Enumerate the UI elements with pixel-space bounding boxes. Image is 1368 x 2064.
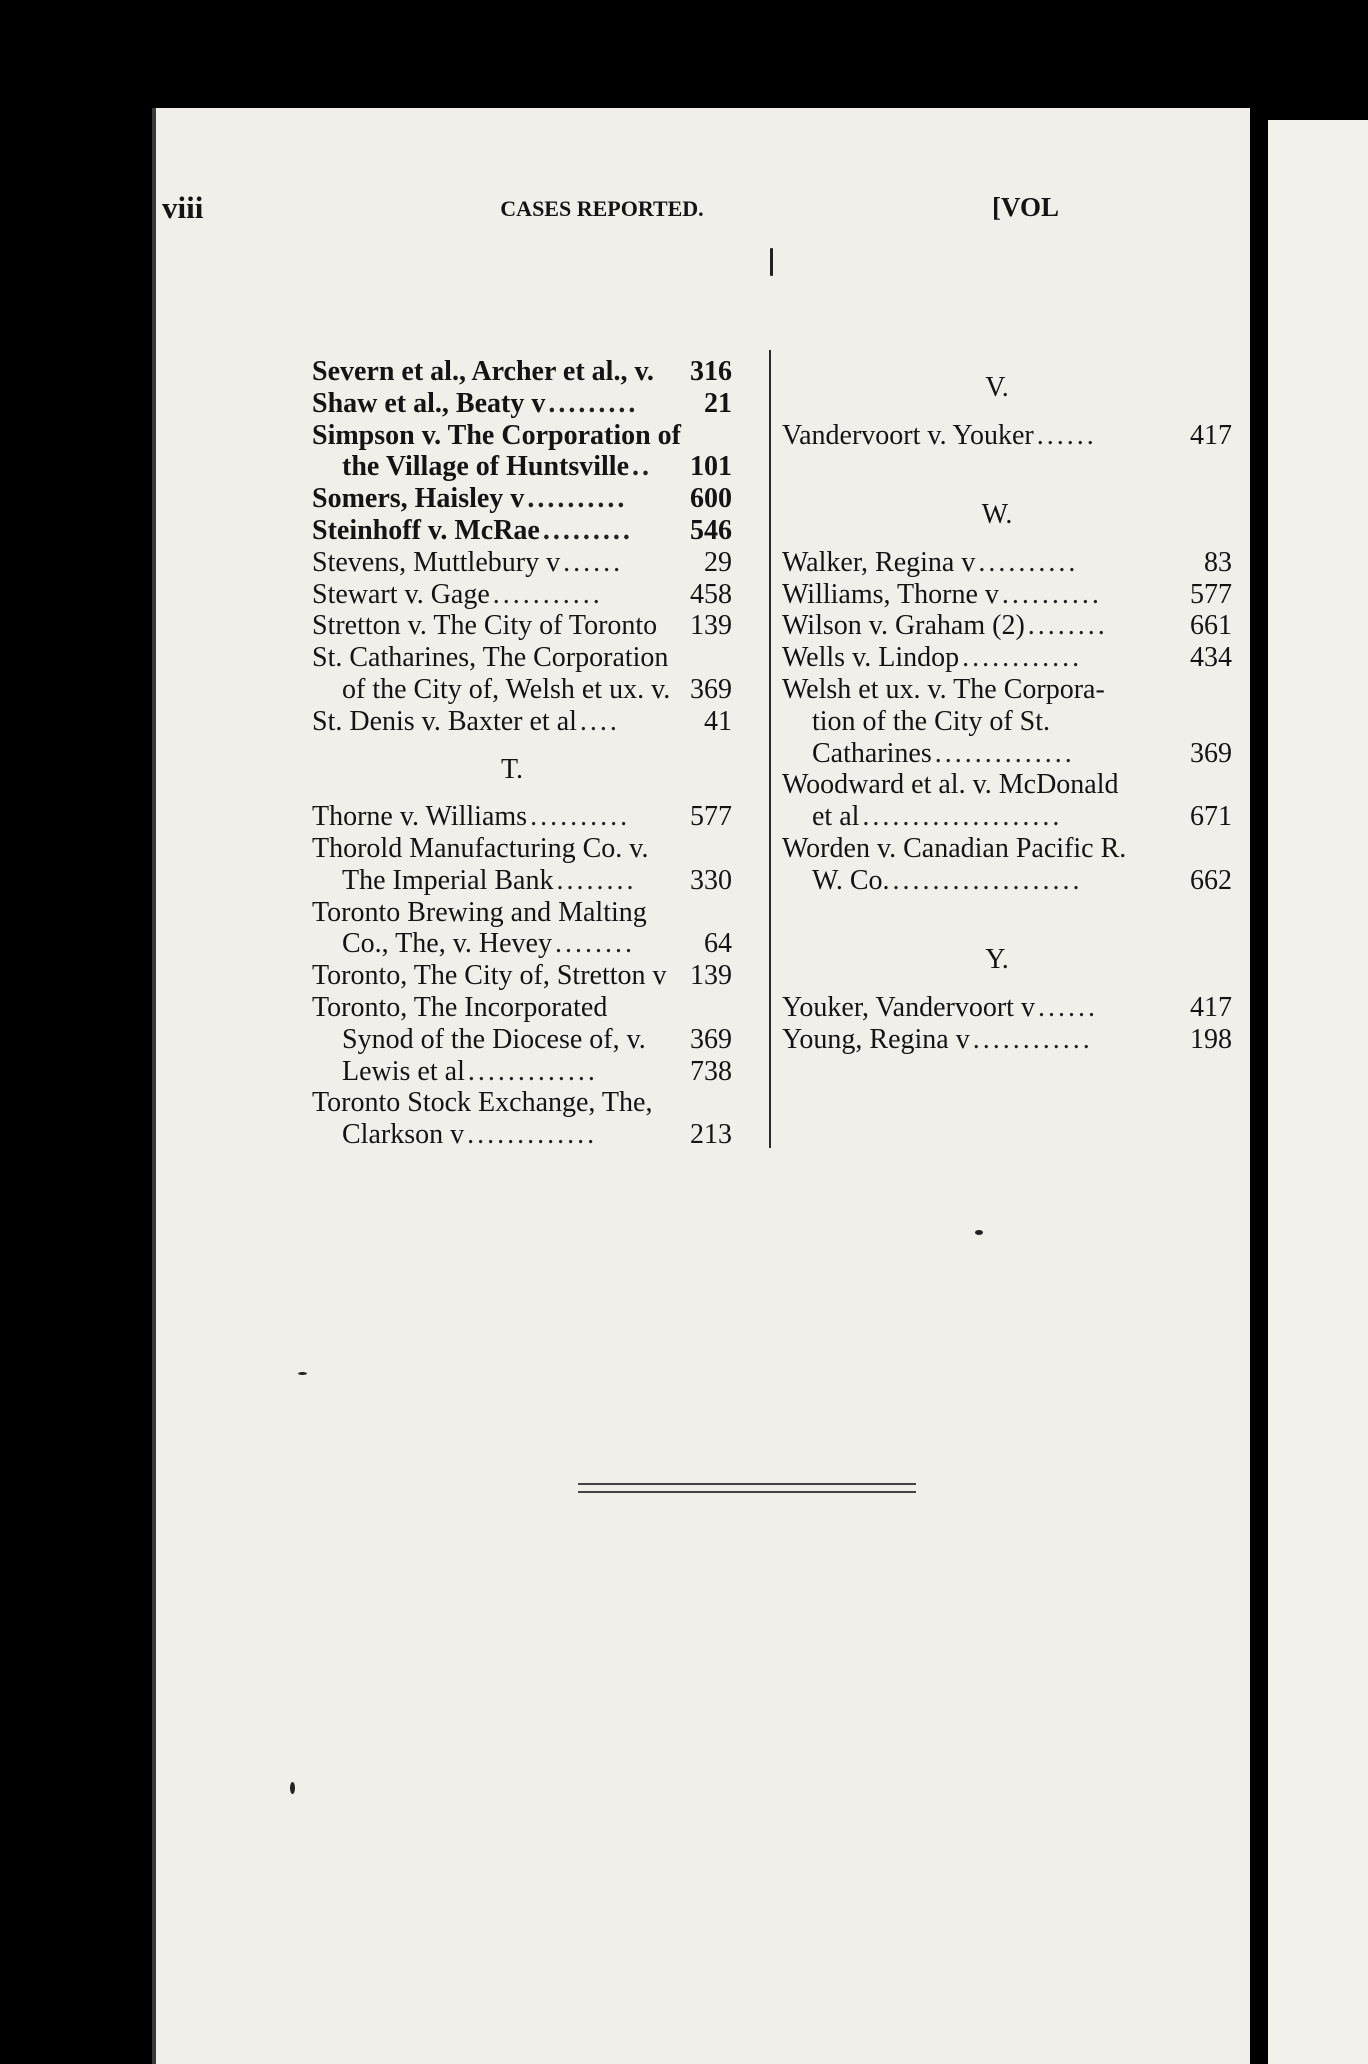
running-title: CASES REPORTED. (500, 196, 704, 221)
case-name: Stevens, Muttlebury v (312, 546, 561, 578)
entry-line (312, 579, 732, 611)
index-entry (782, 1024, 1232, 1056)
entry-line (782, 833, 1232, 865)
case-name: Co., The, v. Hevey (342, 928, 552, 960)
case-name: the Village of Huntsville (342, 451, 629, 483)
page-ref: 369 (1190, 737, 1232, 769)
case-name: W. Co. (812, 864, 890, 896)
leader-dots: ............ (972, 1023, 1093, 1055)
page-ref: 316 (690, 356, 732, 387)
leader-dots: .......... (527, 483, 628, 515)
page-ref: 213 (690, 1119, 732, 1151)
index-entry (782, 547, 1232, 579)
entry-line (782, 610, 1232, 642)
case-name: tion of the City of St. (812, 705, 1050, 737)
leader-dots: ...... (1037, 991, 1098, 1023)
section-letter: T. (500, 753, 524, 785)
case-name: Thorne v. Williams (312, 801, 528, 833)
entry-line (782, 642, 1232, 674)
entry-line (312, 928, 732, 960)
entry-line (312, 356, 732, 388)
leader-dots: .... (579, 705, 620, 737)
page-ref: 671 (1190, 801, 1232, 833)
page-number: viii (162, 190, 204, 225)
case-name: Thorold Manufacturing Co. v. (312, 832, 649, 864)
leader-dots: .......... (978, 546, 1079, 578)
case-name: Worden v. Canadian Pacific R. (782, 832, 1127, 864)
page-ref: 139 (690, 960, 732, 992)
case-name: Wilson v. Graham (2) (782, 610, 1025, 642)
index-entry (312, 642, 732, 706)
case-name: Stewart v. Gage (312, 578, 490, 610)
entry-line (312, 515, 732, 547)
entry-line (312, 897, 732, 929)
adjacent-page-edge (1268, 120, 1368, 2064)
index-entry (782, 642, 1232, 674)
index-column-right (782, 356, 1232, 1056)
case-name: Vandervoort v. Youker (782, 419, 1034, 451)
page-ref: 330 (690, 864, 732, 896)
page-ref: 41 (704, 705, 732, 737)
leader-dots: ........ (1027, 610, 1108, 642)
leader-dots: .......... (530, 801, 631, 833)
index-entry (782, 420, 1232, 452)
index-entry (312, 579, 732, 611)
page-ref: 577 (690, 801, 732, 833)
index-entry (782, 833, 1232, 897)
case-name: Steinhoff v. McRae (312, 514, 540, 546)
case-name: Stretton v. The City of Toronto (312, 610, 658, 642)
page-ref: 417 (1190, 991, 1232, 1023)
leader-dots: ........ (554, 928, 635, 960)
entry-line (312, 451, 732, 483)
index-entry (312, 897, 732, 961)
entry-line (782, 769, 1232, 801)
case-name: Toronto, The Incorporated (312, 991, 608, 1023)
page-ref: 64 (704, 928, 732, 960)
index-entry (312, 610, 732, 642)
leader-dots: .................... (862, 801, 1063, 833)
index-entry (312, 483, 732, 515)
page-ref: 738 (690, 1055, 732, 1087)
index-entry (312, 706, 732, 738)
entry-line (312, 420, 732, 452)
case-name: Severn et al., Archer et al., v. (312, 356, 654, 387)
entry-line (312, 992, 732, 1024)
leader-dots: ................... (892, 864, 1083, 896)
entry-line (312, 674, 732, 706)
leader-dots: ......... (542, 514, 633, 546)
entry-line (312, 801, 732, 833)
case-name: Wells v. Lindop (782, 642, 960, 674)
index-entry (312, 833, 732, 897)
entry-line (782, 706, 1232, 738)
section-letter: Y. (985, 944, 1009, 976)
index-entry (782, 579, 1232, 611)
leader-dots: ...... (1036, 419, 1097, 451)
end-rule (578, 1483, 916, 1493)
index-entry (312, 960, 732, 992)
ink-speck (290, 1782, 295, 1794)
case-name: Walker, Regina v (782, 546, 976, 578)
page-ref: 369 (690, 673, 732, 705)
entry-line (782, 738, 1232, 770)
leader-dots: .......... (1001, 578, 1102, 610)
leader-dots: .. (632, 451, 652, 483)
entry-line (782, 420, 1232, 452)
leader-dots: ......... (548, 387, 639, 419)
case-name: Clarkson v (342, 1119, 465, 1151)
page-ref: 101 (690, 451, 732, 483)
ink-speck (975, 1230, 983, 1235)
case-name: Catharines (812, 737, 932, 769)
page-ref: 83 (1204, 546, 1232, 578)
case-name: The Imperial Bank (342, 864, 554, 896)
entry-line (312, 642, 732, 674)
page-ref: 369 (690, 1023, 732, 1055)
index-entry (312, 992, 732, 1087)
case-name: Simpson v. The Corporation of (312, 419, 681, 451)
entry-line (312, 706, 732, 738)
page-ref: 198 (1190, 1023, 1232, 1055)
case-name: Somers, Haisley v (312, 483, 525, 515)
index-entry (312, 388, 732, 420)
column-divider (769, 350, 771, 1148)
ink-speck (298, 1372, 307, 1375)
case-name: Williams, Thorne v (782, 578, 999, 610)
page-header (162, 190, 1072, 230)
entry-line (312, 833, 732, 865)
entry-line (782, 579, 1232, 611)
volume-label: [VOL (992, 192, 1059, 222)
entry-line (782, 801, 1232, 833)
index-entry (312, 547, 732, 579)
page-ref: 434 (1190, 642, 1232, 674)
index-entry (782, 610, 1232, 642)
entry-line (782, 992, 1232, 1024)
case-name: St. Denis v. Baxter et al (312, 705, 577, 737)
index-entry (312, 515, 732, 547)
page-ref: 662 (1190, 864, 1232, 896)
case-name: et al (812, 801, 860, 833)
entry-line (782, 865, 1232, 897)
entry-line (312, 610, 732, 642)
leader-dots: ........... (492, 578, 603, 610)
entry-line (312, 547, 732, 579)
page-ref: 21 (704, 387, 732, 419)
case-name: of the City of, Welsh et ux. v. (342, 673, 671, 705)
spacer (782, 451, 1232, 483)
index-entry (782, 769, 1232, 833)
case-name: St. Catharines, The Corporation (312, 642, 669, 674)
leader-dots: ............ (962, 642, 1083, 674)
index-entry (312, 801, 732, 833)
leader-dots: ...... (563, 546, 624, 578)
case-name: Lewis et al (342, 1055, 465, 1087)
leader-dots: ............. (467, 1119, 598, 1151)
spacer (782, 897, 1232, 929)
page-ref: 661 (1190, 610, 1232, 642)
case-name: Toronto Brewing and Malting (312, 896, 647, 928)
index-entry (782, 674, 1232, 769)
entry-line (782, 674, 1232, 706)
page-ref: 600 (690, 483, 732, 515)
page-ref: 577 (1190, 578, 1232, 610)
index-entry (312, 356, 732, 388)
case-name: Welsh et ux. v. The Corpora- (782, 673, 1105, 705)
entry-line (782, 547, 1232, 579)
page-ref: 29 (704, 546, 732, 578)
entry-line (312, 483, 732, 515)
entry-line (312, 1056, 732, 1088)
section-letter: V. (985, 372, 1009, 403)
entry-line (312, 960, 732, 992)
case-name: Woodward et al. v. McDonald (782, 769, 1119, 801)
section-letter: W. (981, 499, 1013, 531)
leader-dots: ........ (556, 864, 637, 896)
page-ref: 139 (690, 610, 732, 642)
page-ref: 458 (690, 578, 732, 610)
entry-line (312, 388, 732, 420)
ink-mark (770, 248, 773, 276)
entry-line (312, 1119, 732, 1151)
index-entry (312, 1087, 732, 1151)
case-name: Young, Regina v (782, 1023, 970, 1055)
index-entry (312, 420, 732, 484)
index-entry (782, 992, 1232, 1024)
entry-line (312, 1087, 732, 1119)
leader-dots: ............. (467, 1055, 598, 1087)
entry-line (312, 865, 732, 897)
entry-line (312, 1024, 732, 1056)
case-name: Shaw et al., Beaty v (312, 387, 546, 419)
case-name: Synod of the Diocese of, v. (342, 1023, 646, 1055)
leader-dots: .............. (934, 737, 1075, 769)
page-ref: 417 (1190, 419, 1232, 451)
case-name: Toronto Stock Exchange, The, (312, 1087, 653, 1119)
entry-line (782, 1024, 1232, 1056)
case-name: Toronto, The City of, Stretton v (312, 960, 667, 992)
page-ref: 546 (690, 514, 732, 546)
case-name: Youker, Vandervoort v (782, 991, 1035, 1023)
index-column-left (312, 356, 732, 1151)
